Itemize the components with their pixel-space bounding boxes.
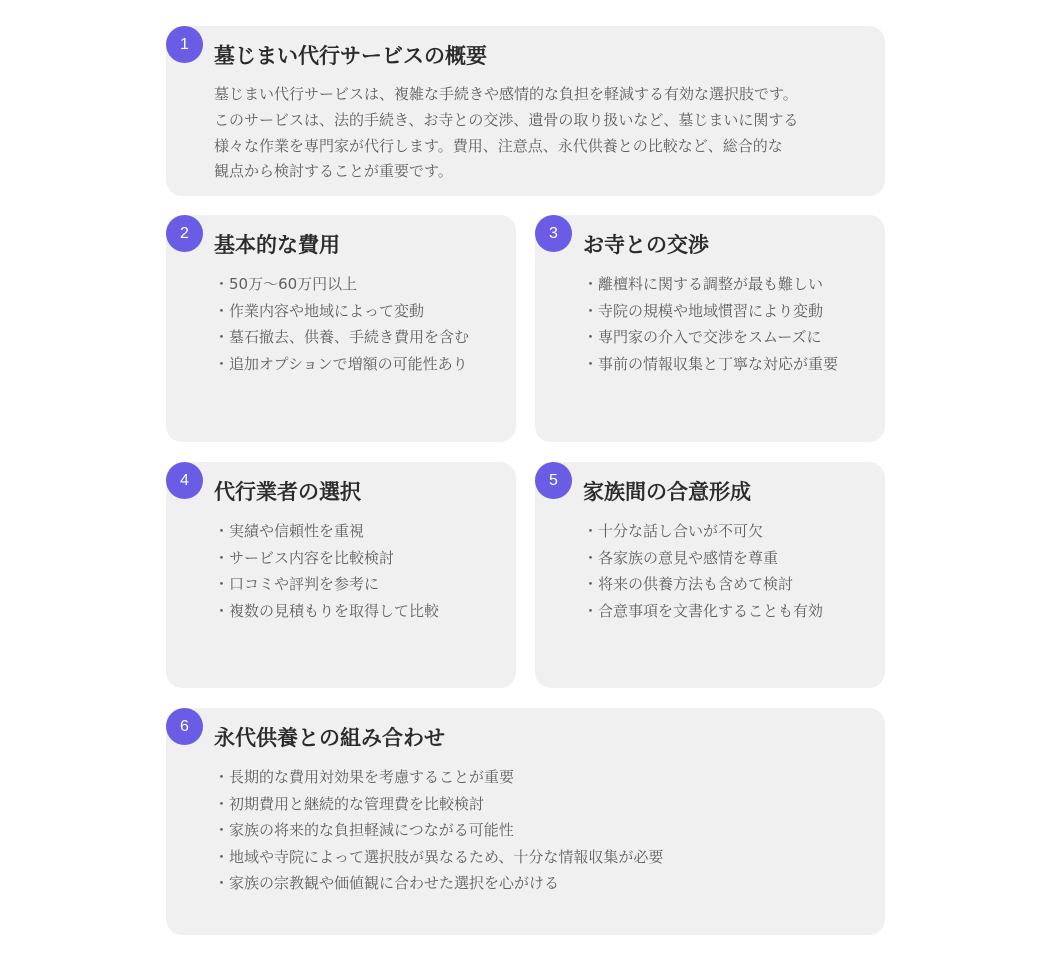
paragraph-line: 墓じまい代行サービスは、複雑な手続きや感情的な負担を軽減する有効な選択肢です。 (214, 85, 798, 103)
section-card-overview (166, 26, 885, 196)
section-title: 基本的な費用 (214, 233, 340, 257)
section-title: 墓じまい代行サービスの概要 (214, 44, 487, 68)
section-card-agency-selection (166, 462, 516, 688)
list-item: ・追加オプションで増額の可能性あり (214, 354, 468, 373)
bullet-list (214, 271, 496, 377)
paragraph-line: 観点から検討することが重要です。 (214, 162, 453, 181)
list-item: ・墓石撤去、供養、手続き費用を含む (214, 328, 470, 347)
list-item: ・十分な話し合いが不可欠 (583, 522, 764, 540)
paragraph-line: 様々な作業を専門家が代行します。費用、注意点、永代供養との比較など、総合的な (214, 136, 783, 155)
section-card-temple-negotiation (535, 215, 885, 442)
bullet-list (583, 518, 865, 624)
section-number-badge: 4 (166, 462, 203, 499)
list-item: ・専門家の介入で交渉をスムーズに (583, 328, 822, 347)
list-item: ・寺院の規模や地域慣習により変動 (583, 301, 824, 320)
section-number-badge: 5 (535, 462, 572, 499)
section-card-perpetual-memorial (166, 708, 885, 935)
bullet-list (214, 764, 865, 897)
list-item: ・事前の情報収集と丁寧な対応が重要 (583, 354, 839, 373)
section-number-badge: 6 (166, 708, 203, 745)
section-title: 代行業者の選択 (214, 480, 361, 504)
section-card-family-consensus (535, 462, 885, 688)
list-item: ・家族の宗教観や価値観に合わせた選択を心がける (214, 874, 560, 893)
section-number-badge: 1 (166, 26, 203, 63)
list-item: ・実績や信頼性を重視 (214, 522, 365, 540)
list-item: ・複数の見積もりを取得して比較 (214, 601, 440, 620)
section-paragraph (214, 82, 865, 185)
list-item: ・家族の将来的な負担軽減につながる可能性 (214, 821, 514, 840)
list-item: ・口コミや評判を参考に (214, 575, 380, 594)
bullet-list (583, 271, 865, 377)
bullet-list (214, 518, 496, 624)
list-item: ・サービス内容を比較検討 (214, 548, 395, 567)
section-number-badge: 3 (535, 215, 572, 252)
list-item: ・作業内容や地域によって変動 (214, 301, 425, 320)
list-item: ・各家族の意見や感情を尊重 (583, 548, 779, 567)
list-item: ・将来の供養方法も含めて検討 (583, 575, 794, 594)
section-title: 永代供養との組み合わせ (214, 726, 445, 750)
section-card-basic-cost (166, 215, 516, 442)
section-title: 家族間の合意形成 (583, 480, 751, 504)
list-item: ・地域や寺院によって選択肢が異なるため、十分な情報収集が必要 (214, 847, 664, 866)
list-item: ・長期的な費用対効果を考慮することが重要 (214, 768, 515, 786)
list-item: ・50万〜60万円以上 (214, 275, 358, 293)
list-item: ・初期費用と継続的な管理費を比較検討 (214, 794, 485, 813)
section-title: お寺との交渉 (583, 233, 709, 257)
list-item: ・合意事項を文書化することも有効 (583, 601, 824, 620)
paragraph-line: このサービスは、法的手続き、お寺との交渉、遺骨の取り扱いなど、墓じまいに関する (214, 110, 799, 129)
section-number-badge: 2 (166, 215, 203, 252)
list-item: ・離檀料に関する調整が最も難しい (583, 275, 824, 293)
